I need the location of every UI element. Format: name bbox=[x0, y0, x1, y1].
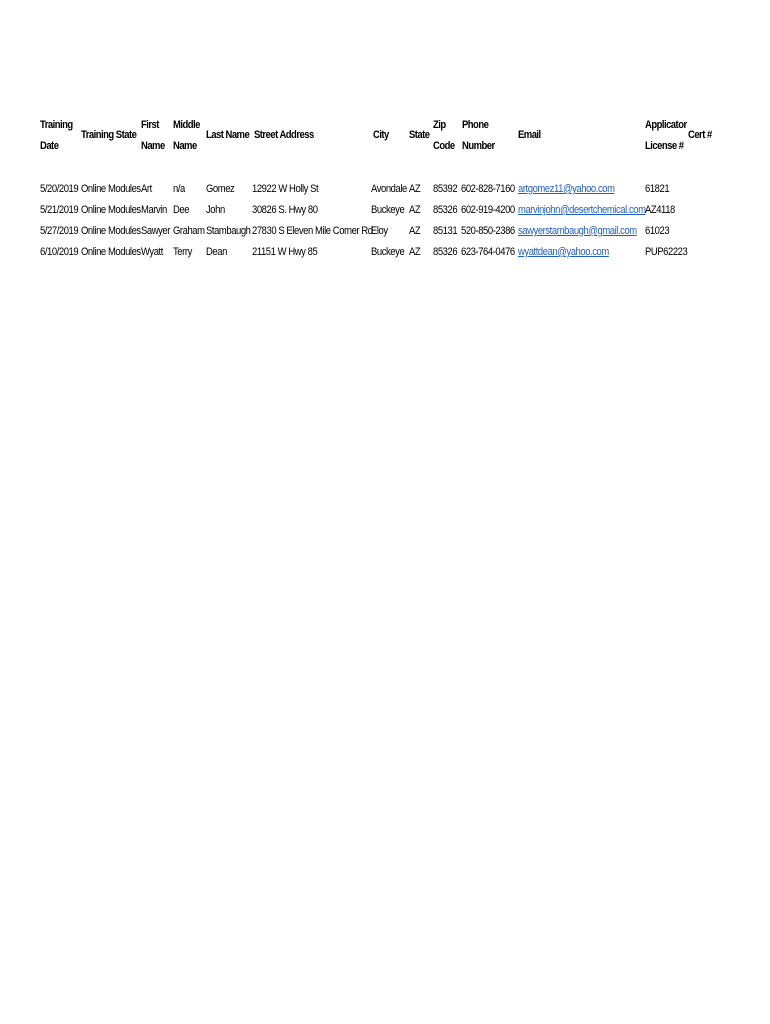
cell-applicator-license: AZ4118 bbox=[645, 204, 675, 216]
header-zip-code bbox=[433, 118, 455, 153]
header-first-name-line1: First bbox=[141, 119, 159, 131]
cell-state: AZ bbox=[409, 204, 421, 216]
email-link[interactable]: sawyerstambaugh@gmail.com bbox=[518, 225, 637, 237]
cell-zip-code: 85392 bbox=[433, 183, 458, 195]
cell-training-date: 6/10/2019 bbox=[40, 246, 79, 258]
cell-city: Buckeye bbox=[371, 204, 405, 216]
header-training-state: Training State bbox=[81, 129, 137, 141]
cell-city: Eloy bbox=[371, 225, 388, 237]
cell-training-state: Online Modules bbox=[81, 225, 141, 237]
cell-training-date: 5/20/2019 bbox=[40, 183, 79, 195]
cell-phone-number: 520-850-2386 bbox=[461, 225, 515, 237]
header-phone-number bbox=[462, 118, 495, 153]
cell-street-address: 12922 W Holly St bbox=[252, 183, 319, 195]
cell-middle-name: Terry bbox=[173, 246, 192, 258]
header-first-name bbox=[141, 118, 165, 153]
cell-middle-name: n/a bbox=[173, 183, 185, 195]
cell-first-name: Marvin bbox=[141, 204, 167, 216]
cell-phone-number: 623-764-0476 bbox=[461, 246, 515, 258]
header-state: State bbox=[409, 129, 430, 141]
cell-applicator-license: 61023 bbox=[645, 225, 670, 237]
header-middle-name-line1: Middle bbox=[173, 119, 200, 131]
header-zip-code-line2: Code bbox=[433, 140, 455, 152]
cell-zip-code: 85326 bbox=[433, 204, 458, 216]
cell-street-address: 21151 W Hwy 85 bbox=[252, 246, 318, 258]
header-applicator-license-line1: Applicator bbox=[645, 119, 687, 131]
cell-state: AZ bbox=[409, 183, 421, 195]
cell-middle-name: Graham bbox=[173, 225, 205, 237]
header-city: City bbox=[373, 129, 389, 141]
cell-middle-name: Dee bbox=[173, 204, 190, 216]
email-link[interactable]: artgomez11@yahoo.com bbox=[518, 183, 615, 195]
header-last-name: Last Name bbox=[206, 129, 250, 141]
cell-applicator-license: PUP62223 bbox=[645, 246, 688, 258]
cell-city: Buckeye bbox=[371, 246, 405, 258]
cell-state: AZ bbox=[409, 246, 421, 258]
header-middle-name bbox=[173, 118, 200, 153]
cell-last-name: Dean bbox=[206, 246, 227, 258]
cell-city: Avondale bbox=[371, 183, 407, 195]
cell-last-name: Stambaugh bbox=[206, 225, 251, 237]
cell-applicator-license: 61821 bbox=[645, 183, 670, 195]
header-training-date-line1: Training bbox=[40, 119, 73, 131]
cell-street-address: 30826 S. Hwy 80 bbox=[252, 204, 318, 216]
cell-first-name: Sawyer bbox=[141, 225, 170, 237]
header-cert: Cert # bbox=[688, 129, 712, 141]
header-phone-number-line2: Number bbox=[462, 140, 495, 152]
cell-training-state: Online Modules bbox=[81, 246, 141, 258]
header-training-date-line2: Date bbox=[40, 140, 59, 152]
header-applicator-license bbox=[645, 118, 687, 153]
cell-first-name: Art bbox=[141, 183, 152, 195]
cell-training-state: Online Modules bbox=[81, 183, 141, 195]
header-zip-code-line1: Zip bbox=[433, 119, 446, 131]
cell-training-date: 5/27/2019 bbox=[40, 225, 79, 237]
cell-last-name: John bbox=[206, 204, 225, 216]
cell-zip-code: 85326 bbox=[433, 246, 458, 258]
header-phone-number-line1: Phone bbox=[462, 119, 489, 131]
header-street-address: Street Address bbox=[254, 129, 314, 141]
cell-last-name: Gomez bbox=[206, 183, 235, 195]
cell-training-date: 5/21/2019 bbox=[40, 204, 79, 216]
header-middle-name-line2: Name bbox=[173, 140, 197, 152]
cell-phone-number: 602-919-4200 bbox=[461, 204, 515, 216]
header-email: Email bbox=[518, 129, 541, 141]
cell-training-state: Online Modules bbox=[81, 204, 141, 216]
header-applicator-license-line2: License # bbox=[645, 140, 684, 152]
cell-state: AZ bbox=[409, 225, 421, 237]
cell-street-address: 27830 S Eleven Mile Corner Rd bbox=[252, 225, 373, 237]
cell-zip-code: 85131 bbox=[433, 225, 458, 237]
header-training-date bbox=[40, 118, 73, 153]
cell-phone-number: 602-828-7160 bbox=[461, 183, 515, 195]
cell-first-name: Wyatt bbox=[141, 246, 163, 258]
header-first-name-line2: Name bbox=[141, 140, 165, 152]
email-link[interactable]: wyattdean@yahoo.com bbox=[518, 246, 609, 258]
email-link[interactable]: marvinjohn@desertchemical.com bbox=[518, 204, 646, 216]
